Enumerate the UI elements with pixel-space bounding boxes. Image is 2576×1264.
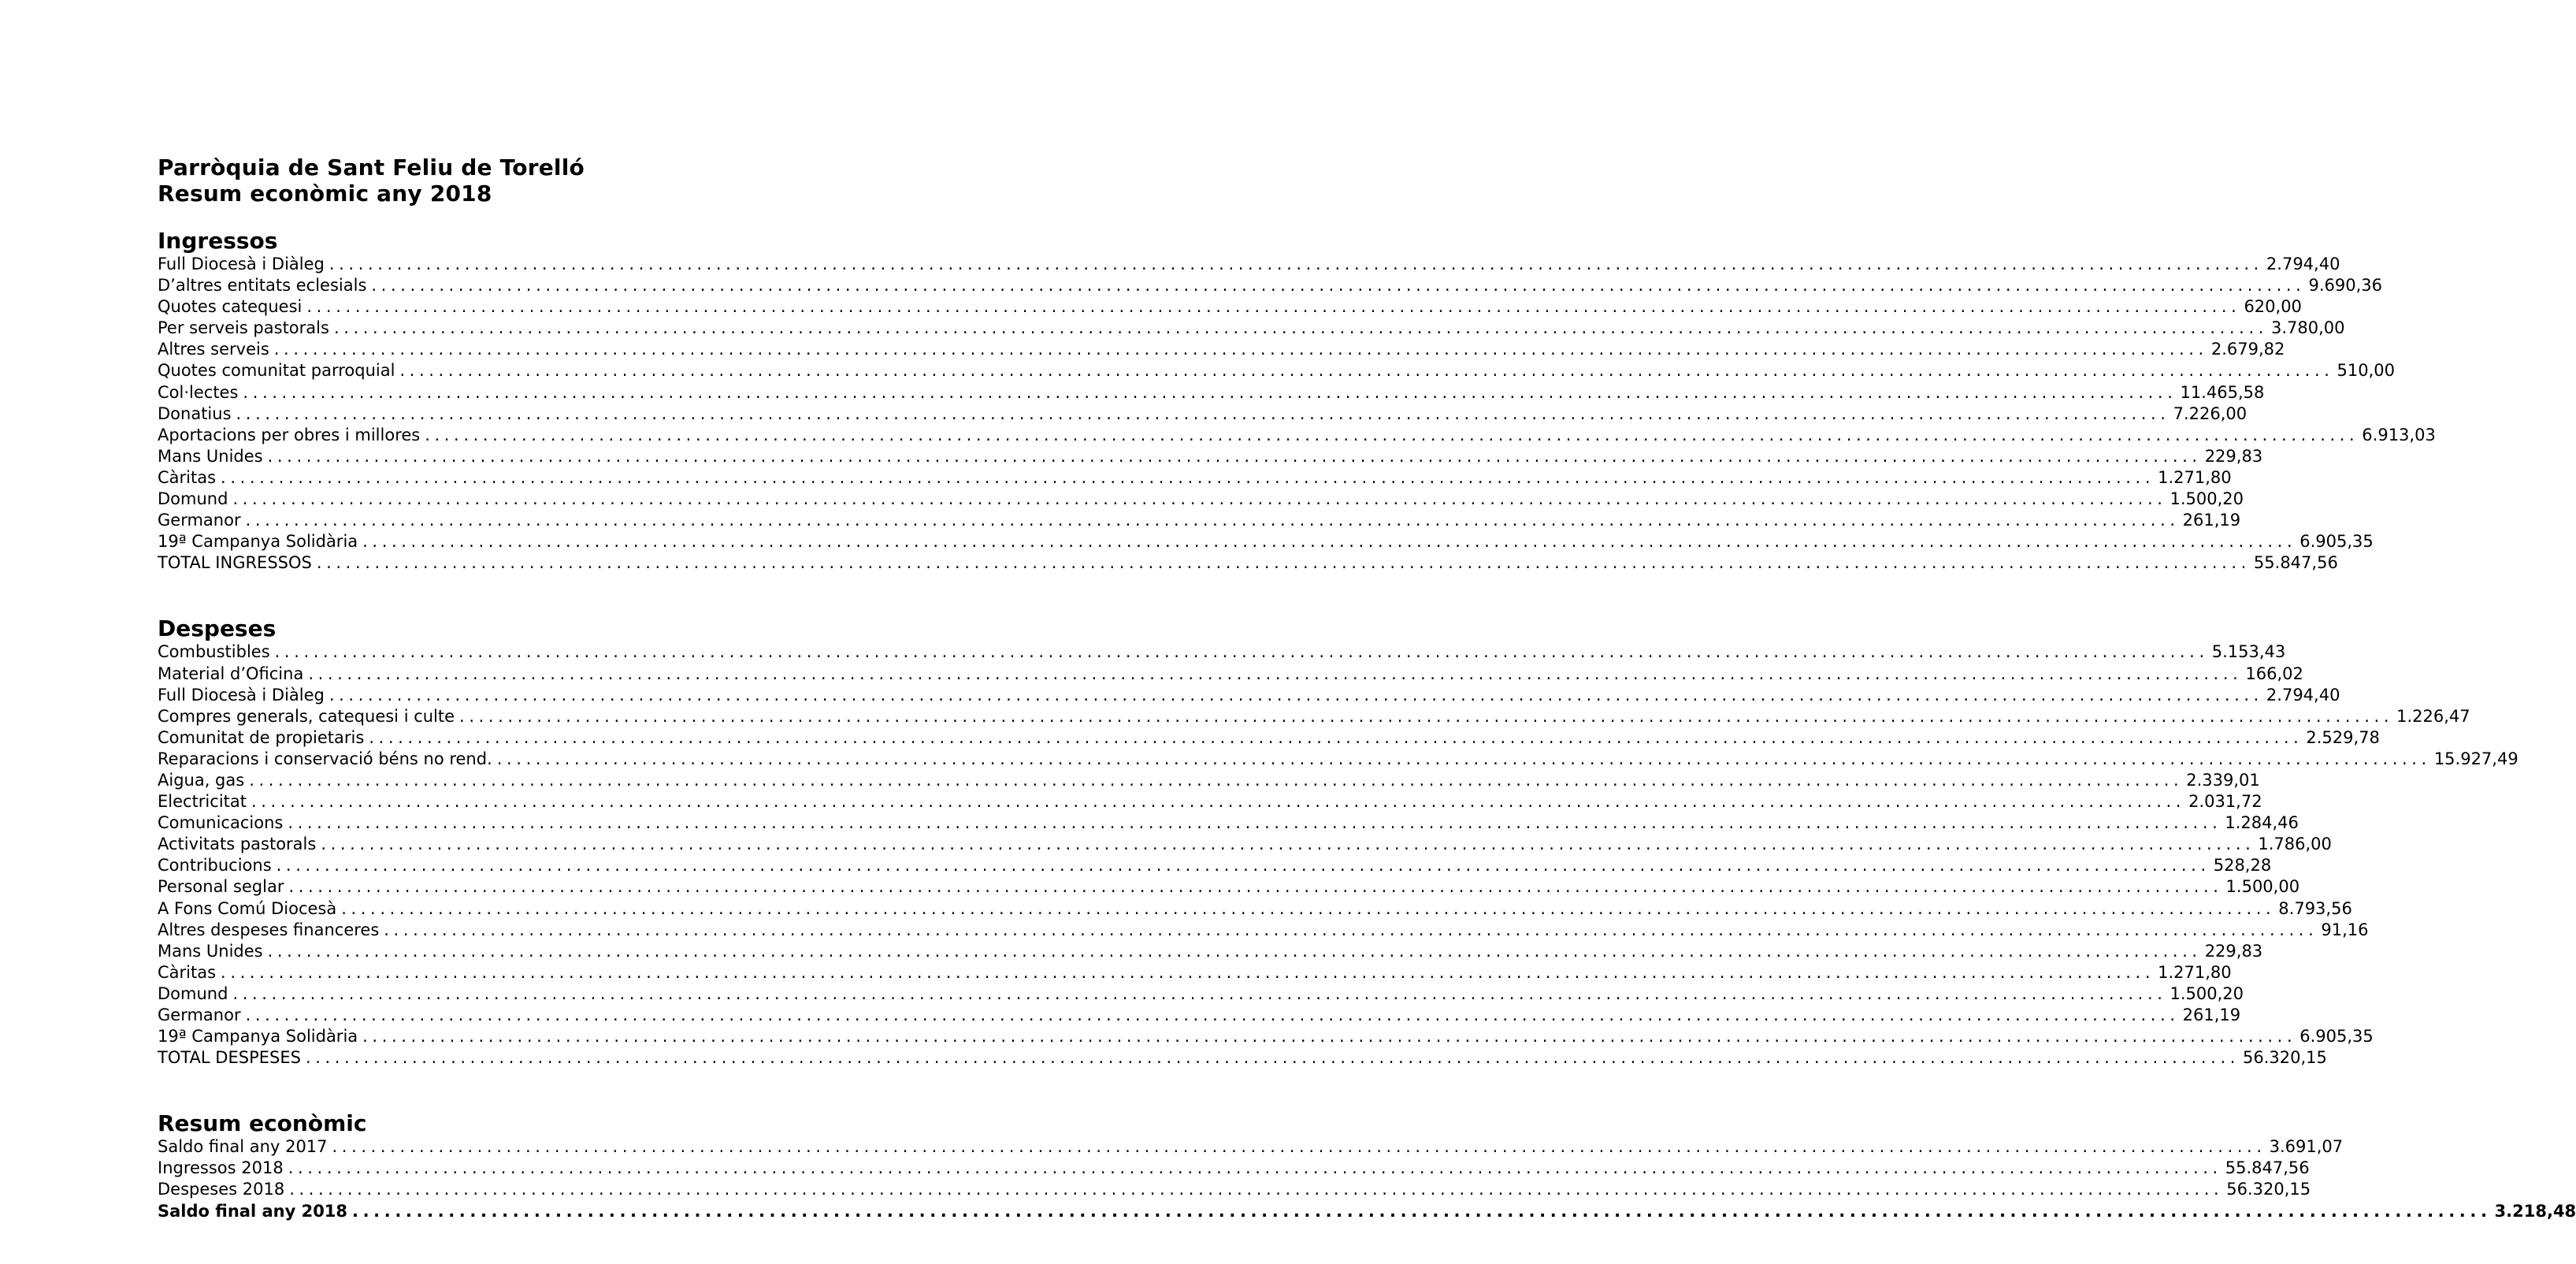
- row-label: Saldo final any 2017: [158, 1137, 328, 1157]
- dot-leader: ........................................................................................................................................................................................................: [341, 898, 2276, 918]
- dot-leader: ........................................................................................................................................................................................................: [399, 361, 2334, 381]
- row-value: 6.913,03: [2362, 425, 2436, 444]
- row-label: Contribucions: [158, 856, 272, 876]
- row-label: Càritas: [158, 962, 217, 982]
- row-value: 2.679,82: [2210, 340, 2285, 359]
- dot-leader: ........................................................................................................................................................................................................: [306, 297, 2241, 317]
- row-value: 1.271,80: [2158, 962, 2232, 982]
- row-label: D’altres entitats eclesials: [158, 276, 367, 296]
- row-label: Altres despeses financeres: [158, 920, 380, 939]
- resum-heading: Resum econòmic: [158, 1110, 367, 1137]
- despeses-row: [158, 1005, 2241, 1026]
- row-value: 1.500,20: [2170, 983, 2244, 1003]
- dot-leader: ........................................................................................................................................................................................................: [221, 962, 2155, 982]
- resum-row: [158, 1136, 2344, 1158]
- row-value: 56.320,15: [2243, 1048, 2327, 1068]
- row-value: 2.794,40: [2266, 255, 2340, 273]
- dot-leader: ........................................................................................................................................................................................................: [249, 770, 2184, 790]
- dot-leader: ........................................................................................................................................................................................................: [267, 446, 2202, 466]
- dot-leader: ........................................................................................................................................................................................................: [316, 553, 2251, 573]
- row-value: 2.031,72: [2188, 792, 2262, 812]
- row-label: 19ª Campanya Solidària: [158, 532, 358, 552]
- ingressos-row: [158, 296, 2302, 318]
- row-value: 11.465,58: [2180, 382, 2265, 402]
- despeses-row: [158, 983, 2244, 1005]
- ingressos-row: [158, 425, 2436, 446]
- row-value: 5.153,43: [2211, 642, 2286, 662]
- dot-leader: ........................................................................................................................................................................................................: [362, 532, 2297, 552]
- ingressos-row: [158, 531, 2374, 552]
- dot-leader: ........................................................................................................................................................................................................: [321, 835, 2255, 854]
- despeses-row: [158, 706, 2470, 727]
- row-value: 2.339,01: [2186, 770, 2260, 790]
- row-value: 229,83: [2204, 941, 2263, 961]
- row-label: Donatius: [158, 403, 232, 423]
- despeses-row: [158, 962, 2232, 983]
- document-subtitle: Resum econòmic any 2018: [158, 180, 492, 206]
- row-label: Domund: [158, 489, 228, 509]
- row-label: Ingressos 2018: [158, 1158, 284, 1178]
- dot-leader: ........................................................................................................................................................................................................: [274, 642, 2209, 662]
- row-value: 6.905,35: [2299, 532, 2374, 552]
- row-label: Saldo final any 2018: [158, 1201, 348, 1221]
- row-value: 229,83: [2204, 446, 2263, 466]
- row-label: Mans Unides: [158, 446, 263, 466]
- row-value: 2.794,40: [2266, 685, 2340, 704]
- ingressos-row: [158, 403, 2248, 425]
- row-value: 261,19: [2182, 511, 2241, 530]
- row-value: 1.271,80: [2158, 467, 2232, 487]
- dot-leader: ........................................................................................................................................................................................................: [425, 425, 2359, 444]
- ingressos-row: [158, 510, 2241, 531]
- row-label: Comunicacions: [158, 813, 284, 833]
- row-value: 9.690,36: [2308, 276, 2382, 296]
- dot-leader: ........................................................................................................................................................................................................: [362, 1027, 2297, 1047]
- row-label: Combustibles: [158, 642, 270, 662]
- row-label: Altres serveis: [158, 340, 269, 359]
- document-page: [158, 154, 2576, 1222]
- row-value: 8.793,56: [2278, 898, 2352, 918]
- dot-leader: ........................................................................................................................................................................................................: [352, 1201, 2492, 1221]
- dot-leader: ........................................................................................................................................................................................................: [288, 813, 2222, 833]
- row-value: 7.226,00: [2173, 403, 2248, 423]
- ingressos-row: [158, 467, 2232, 489]
- despeses-row: [158, 749, 2518, 770]
- despeses-row: [158, 664, 2303, 685]
- row-value: 261,19: [2182, 1006, 2241, 1024]
- despeses-row: [158, 641, 2286, 663]
- dot-leader: ........................................................................................................................................................................................................: [232, 489, 2167, 509]
- row-value: 56.320,15: [2226, 1180, 2311, 1199]
- dot-leader: ........................................................................................................................................................................................................: [288, 877, 2223, 897]
- row-label: Full Diocesà i Diàleg: [158, 255, 325, 273]
- dot-leader: ........................................................................................................................................................................................................: [251, 792, 2186, 812]
- dot-leader: ........................................................................................................................................................................................................: [245, 511, 2180, 530]
- despeses-row: [158, 685, 2340, 706]
- row-label: A Fons Comú Diocesà: [158, 898, 337, 918]
- dot-leader: ........................................................................................................................................................................................................: [384, 920, 2318, 939]
- row-label: Personal seglar: [158, 877, 284, 897]
- despeses-heading: Despeses: [158, 615, 277, 642]
- row-label: TOTAL INGRESSOS: [158, 553, 312, 573]
- dot-leader: ........................................................................................................................................................................................................: [289, 1180, 2224, 1199]
- despeses-row: [158, 920, 2369, 941]
- row-label: Material d’Oficina: [158, 664, 304, 683]
- row-value: 91,16: [2321, 920, 2369, 939]
- resum-row: [158, 1179, 2311, 1200]
- row-value: 2.529,78: [2306, 727, 2380, 747]
- ingressos-row: [158, 318, 2345, 339]
- row-label: Activitats pastorals: [158, 835, 317, 854]
- dot-leader: ........................................................................................................................................................................................................: [332, 1137, 2266, 1157]
- despeses-row: [158, 855, 2272, 876]
- despeses-row: [158, 791, 2262, 812]
- row-label: Mans Unides: [158, 941, 263, 961]
- row-value: 6.905,35: [2299, 1027, 2374, 1047]
- despeses-row: [158, 1047, 2327, 1069]
- row-label: Electricitat: [158, 792, 247, 812]
- row-value: 1.284,46: [2225, 813, 2299, 833]
- row-label: Quotes comunitat parroquial: [158, 361, 395, 381]
- document-title: Parròquia de Sant Feliu de Torelló: [158, 154, 585, 180]
- ingressos-row: [158, 254, 2340, 275]
- row-value: 1.500,20: [2170, 489, 2244, 509]
- dot-leader: ........................................................................................................................................................................................................: [267, 941, 2202, 961]
- row-value: 166,02: [2245, 664, 2303, 683]
- dot-leader: ........................................................................................................................................................................................................: [305, 1048, 2240, 1068]
- row-label: Quotes catequesi: [158, 297, 303, 317]
- row-label: Per serveis pastorals: [158, 318, 329, 338]
- row-label: Compres generals, catequesi i culte: [158, 706, 455, 726]
- dot-leader: ........................................................................................................................................................................................................: [276, 856, 2210, 876]
- ingressos-row: [158, 382, 2265, 403]
- despeses-row: [158, 770, 2260, 791]
- dot-leader: ........................................................................................................................................................................................................: [333, 318, 2268, 338]
- despeses-row: [158, 941, 2263, 962]
- row-value: 3.691,07: [2269, 1137, 2344, 1157]
- despeses-row: [158, 876, 2300, 898]
- row-label: Full Diocesà i Diàleg: [158, 685, 325, 704]
- row-label: 19ª Campanya Solidària: [158, 1027, 358, 1047]
- row-value: 1.500,00: [2225, 877, 2300, 897]
- row-label: Domund: [158, 983, 228, 1003]
- despeses-row: [158, 727, 2380, 749]
- despeses-row: [158, 834, 2332, 855]
- despeses-list: [158, 641, 2518, 1069]
- ingressos-row: [158, 552, 2338, 574]
- despeses-row: [158, 898, 2352, 920]
- row-label: Col·lectes: [158, 382, 239, 402]
- row-label: Aportacions per obres i millores: [158, 425, 421, 444]
- ingressos-row: [158, 446, 2263, 467]
- dot-leader: ........................................................................................................................................................................................................: [236, 403, 2170, 423]
- row-value: 55.847,56: [2253, 553, 2338, 573]
- despeses-row: [158, 1026, 2374, 1047]
- ingressos-row: [158, 339, 2285, 360]
- row-value: 510,00: [2337, 361, 2395, 381]
- row-value: 528,28: [2213, 856, 2272, 876]
- resum-list: [158, 1136, 2576, 1221]
- dot-leader: ........................................................................................................................................................................................................: [459, 706, 2394, 726]
- row-value: 620,00: [2244, 297, 2302, 317]
- row-value: 3.780,00: [2271, 318, 2345, 338]
- ingressos-list: [158, 254, 2436, 574]
- row-value: 15.927,49: [2433, 749, 2518, 768]
- dot-leader: ........................................................................................................................................................................................................: [245, 1006, 2180, 1024]
- row-value: 55.847,56: [2225, 1158, 2310, 1178]
- ingressos-row: [158, 360, 2395, 381]
- row-label: Comunitat de propietaris: [158, 727, 365, 747]
- row-value: 1.786,00: [2258, 835, 2332, 854]
- row-label: Despeses 2018: [158, 1180, 285, 1199]
- dot-leader: ........................................................................................................................................................................................................: [328, 255, 2263, 273]
- resum-row: [158, 1158, 2310, 1179]
- dot-leader: ........................................................................................................................................................................................................: [232, 983, 2167, 1003]
- row-label: Aigua, gas: [158, 770, 245, 790]
- row-value: 1.226,47: [2396, 706, 2470, 726]
- resum-row: [158, 1201, 2576, 1222]
- row-label: Reparacions i conservació béns no rend.: [158, 749, 492, 768]
- dot-leader: ........................................................................................................................................................................................................: [288, 1158, 2222, 1178]
- dot-leader: ........................................................................................................................................................................................................: [273, 340, 2208, 359]
- dot-leader: ........................................................................................................................................................................................................: [328, 685, 2263, 704]
- row-value: 3.218,48: [2494, 1201, 2576, 1221]
- ingressos-heading: Ingressos: [158, 228, 278, 254]
- dot-leader: ........................................................................................................................................................................................................: [221, 467, 2155, 487]
- ingressos-row: [158, 275, 2382, 296]
- row-label: TOTAL DESPESES: [158, 1048, 301, 1068]
- dot-leader: ........................................................................................................................................................................................................: [371, 276, 2306, 296]
- row-label: Càritas: [158, 467, 217, 487]
- dot-leader: ........................................................................................................................................................................................................: [308, 664, 2243, 683]
- despeses-row: [158, 812, 2299, 834]
- dot-leader: ........................................................................................................................................................................................................: [243, 382, 2177, 402]
- dot-leader: ........................................................................................................................................................................................................: [369, 727, 2303, 747]
- row-label: Germanor: [158, 1006, 241, 1024]
- dot-leader: ........................................................................................................................................................................................................: [496, 749, 2431, 768]
- row-label: Germanor: [158, 511, 241, 530]
- ingressos-row: [158, 489, 2244, 510]
